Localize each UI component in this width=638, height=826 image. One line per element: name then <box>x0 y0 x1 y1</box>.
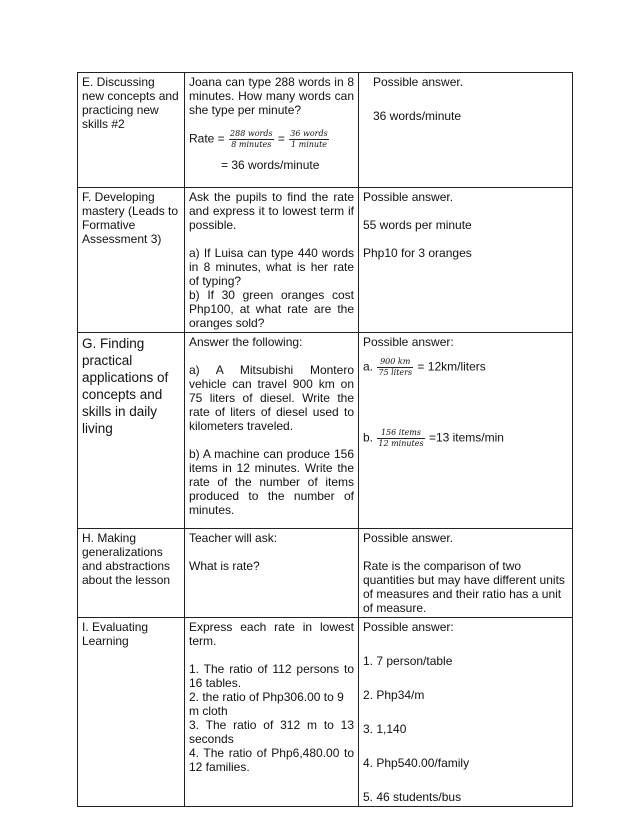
table-row-g <box>78 333 573 529</box>
row-label: G. Finding practical applications of concepts and skills in daily living <box>82 336 169 436</box>
answer-a <box>363 357 568 378</box>
row-label-cell <box>78 333 185 529</box>
row-label-cell <box>78 529 185 618</box>
row-label-cell <box>78 618 185 807</box>
activity-intro: Teacher will ask: <box>189 531 278 545</box>
answer-b-prefix: b. <box>363 430 374 445</box>
answer-heading: Possible answer: <box>363 335 454 349</box>
answer-4: 4. Php540.00/family <box>363 756 470 770</box>
activity-item-b: b) If 30 green oranges cost Php100, at what rate are the oranges sold? <box>189 288 354 330</box>
activity-instruction: Ask the pupils to find the rate and express it to lowest term if possible. <box>189 190 354 232</box>
fraction-numerator: 288 words <box>230 129 273 138</box>
activity-instruction: Answer the following: <box>189 335 303 349</box>
row-label-cell <box>78 188 185 333</box>
activity-question: What is rate? <box>189 559 260 573</box>
activity-item-a: a) A Mitsubishi Montero vehicle can travel 900 km on 75 liters of diesel. Write the rate of liters of diesel used to kilometers traveled. <box>189 363 354 433</box>
fraction <box>377 357 413 378</box>
activity-item-b: b) A machine can produce 156 items in 12 minutes. Write the rate of the number of items produced to the number of minutes. <box>189 447 354 517</box>
activity-text: Joana can type 288 words in 8 minutes. How many words can she type per minute? <box>189 75 354 117</box>
row-label: F. Developing mastery (Leads to Formative Assessment 3) <box>82 190 179 246</box>
fraction-numerator: 36 words <box>290 129 328 138</box>
lesson-plan-table <box>77 72 573 807</box>
answer-a-prefix: a. <box>363 359 374 374</box>
answer-heading: Possible answer. <box>373 75 464 89</box>
answer-b: Php10 for 3 oranges <box>363 246 472 260</box>
fraction-denominator: 12 minutes <box>378 439 424 448</box>
answer-5: 5. 46 students/bus <box>363 790 462 804</box>
table-row-h <box>78 529 573 618</box>
activity-item-4: 4. The ratio of Php6,480.00 to 12 families. <box>189 746 354 774</box>
answer-cell <box>359 188 573 333</box>
row-label-cell <box>78 73 185 188</box>
answer-cell <box>359 73 573 188</box>
table-row-e <box>78 73 573 188</box>
fraction-numerator: 900 km <box>377 357 413 368</box>
fraction-numerator: 156 items <box>377 428 424 439</box>
activity-cell <box>185 618 359 807</box>
row-label: H. Making generalizations and abstractions about the lesson <box>82 531 171 587</box>
fraction-denominator: 1 minute <box>290 140 328 149</box>
table-row-i <box>78 618 573 807</box>
fraction-denominator: 8 minutes <box>231 140 272 149</box>
answer-3: 3. 1,140 <box>363 722 407 736</box>
answer-b-result: =13 items/min <box>428 430 504 445</box>
answer-heading: Possible answer. <box>363 190 454 204</box>
table-row-f <box>78 188 573 333</box>
answer-cell <box>359 333 573 529</box>
fraction-denominator: 75 liters <box>378 368 413 377</box>
fraction <box>377 428 424 449</box>
answer-2: 2. Php34/m <box>363 688 425 702</box>
answer-b <box>363 428 568 449</box>
activity-cell <box>185 73 359 188</box>
activity-item-2: 2. the ratio of Php306.00 to 9 m cloth <box>189 690 344 718</box>
activity-item-a: a) If Luisa can type 440 words in 8 minutes, what is her rate of typing? <box>189 246 354 288</box>
answer-a-result: = 12km/liters <box>417 359 486 374</box>
answer-text: Rate is the comparison of two quantities but may have different units of measures and their ratio has a unit of measure. <box>363 559 565 615</box>
activity-item-3: 3. The ratio of 312 m to 13 seconds <box>189 718 354 746</box>
equals-sign: = <box>277 131 285 146</box>
activity-cell <box>185 529 359 618</box>
rate-label: Rate = <box>189 131 225 146</box>
rate-result: = 36 words/minute <box>221 158 320 172</box>
row-label: I. Evaluating Learning <box>82 620 149 648</box>
answer-heading: Possible answer: <box>363 620 454 634</box>
answer-a: 55 words per minute <box>363 218 472 232</box>
activity-cell <box>185 333 359 529</box>
answer-heading: Possible answer. <box>363 531 454 545</box>
answer-1: 1. 7 person/table <box>363 654 453 668</box>
answer-cell <box>359 529 573 618</box>
answer-cell <box>359 618 573 807</box>
fraction <box>229 129 274 150</box>
activity-cell <box>185 188 359 333</box>
answer-value: 36 words/minute <box>373 109 462 123</box>
fraction <box>289 129 328 150</box>
activity-instruction: Express each rate in lowest term. <box>189 620 354 648</box>
rate-formula <box>189 129 354 150</box>
row-label: E. Discussing new concepts and practicing new skills #2 <box>82 75 179 131</box>
activity-item-1: 1. The ratio of 112 persons to 16 tables. <box>189 662 354 690</box>
